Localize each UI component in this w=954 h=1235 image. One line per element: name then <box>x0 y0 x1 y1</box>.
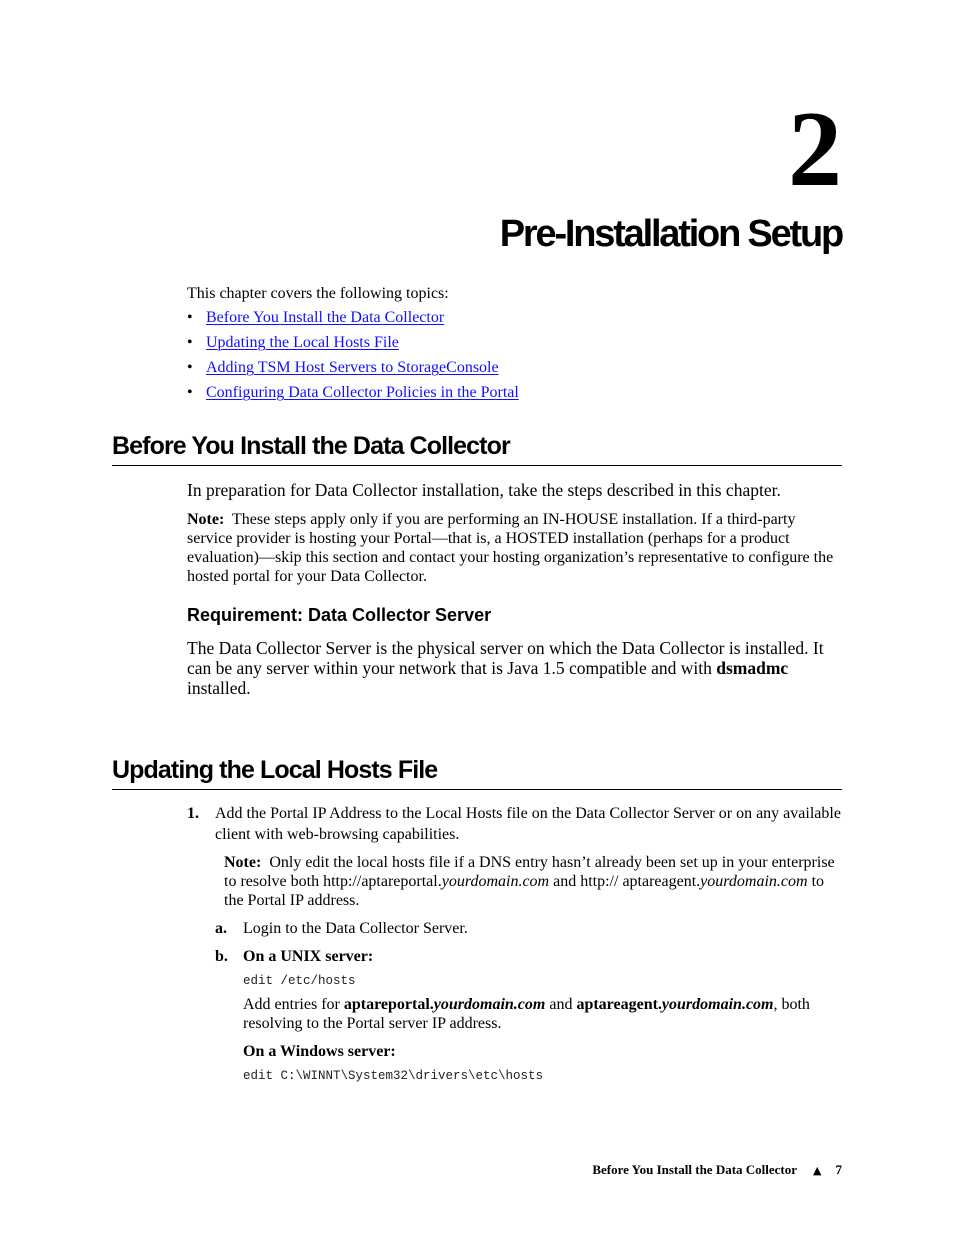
section-heading-updating-hosts: Updating the Local Hosts File <box>112 755 842 790</box>
note-text: These steps apply only if you are performing an IN-HOUSE installation. If a third-party service provider is hosting your Portal—that is, a HOSTED installation (perhaps for a product evaluation)—skip this section and contact your hosting organization’s representative to configure the hosted portal for your Data Collector. <box>187 511 834 585</box>
note-label: Note: <box>187 511 225 528</box>
bullet: • <box>187 359 193 376</box>
note-text: and http:// aptareagent. <box>553 873 701 890</box>
topic-list-item <box>187 383 519 408</box>
footer-section-title: Before You Install the Data Collector <box>592 1162 798 1177</box>
topic-link-adding-tsm[interactable]: Adding TSM Host Servers to StorageConsole <box>206 359 499 376</box>
topic-list-item <box>187 358 519 383</box>
entries-text: and <box>549 996 573 1013</box>
note-text: Only edit the local hosts file if a DNS entry hasn’t already been set up in your enterprise to resolve both http://aptareportal. <box>224 854 835 890</box>
bullet: • <box>187 309 193 326</box>
step-number: 1. <box>187 805 199 822</box>
topic-list <box>187 308 519 408</box>
note-domain-italic: yourdomain.com <box>700 873 808 890</box>
note-text: to the Portal IP address. <box>224 873 825 909</box>
entries-text: Add entries for <box>243 996 340 1013</box>
section1-note <box>187 510 842 586</box>
substep-a-text: Login to the Data Collector Server. <box>243 920 468 937</box>
subheading-requirement: Requirement: Data Collector Server <box>187 605 492 625</box>
topic-link-before-install[interactable]: Before You Install the Data Collector <box>206 309 445 326</box>
page-number: 7 <box>835 1162 842 1177</box>
page-footer <box>592 1161 842 1180</box>
substep-a-label: a. <box>215 920 227 937</box>
topic-link-configuring-policies[interactable]: Configuring Data Collector Policies in the Portal <box>206 384 519 401</box>
requirement-text: The Data Collector Server is the physical server on which the Data Collector is installed. It can be any server within your network that is Java 1.5 compatible and with <box>187 638 824 678</box>
chapter-number: 2 <box>788 90 842 209</box>
section1-paragraph: In preparation for Data Collector installation, take the steps described in this chapter. <box>187 480 781 500</box>
entries-host-name: aptareportal. <box>343 996 434 1013</box>
entries-host-agent <box>576 996 773 1013</box>
topic-link-updating-hosts[interactable]: Updating the Local Hosts File <box>206 334 399 351</box>
unix-code: edit /etc/hosts <box>243 974 356 988</box>
note-domain-italic: yourdomain.com <box>441 873 550 890</box>
entries-domain-italic: yourdomain.com <box>433 996 546 1013</box>
entries-host-name: aptareagent. <box>576 996 662 1013</box>
intro-text: This chapter covers the following topics: <box>187 285 449 302</box>
chapter-title: Pre-Installation Setup <box>499 213 842 255</box>
substep-b-label: b. <box>215 948 228 965</box>
note-label: Note: <box>224 854 262 871</box>
substep-b-text: On a UNIX server: <box>243 948 374 965</box>
hosts-note <box>224 853 842 910</box>
entries-paragraph <box>243 995 842 1033</box>
step-text: Add the Portal IP Address to the Local Hosts file on the Data Collector Server or on any available client with web-browsing capabilities. <box>215 805 841 843</box>
requirement-paragraph <box>187 638 847 698</box>
entries-host-portal <box>344 996 545 1013</box>
topic-list-item <box>187 308 519 333</box>
bullet: • <box>187 334 193 351</box>
windows-code: edit C:\WINNT\System32\drivers\etc\hosts <box>243 1069 544 1083</box>
triangle-icon: ▲ <box>813 1164 822 1177</box>
bullet: • <box>187 384 193 401</box>
requirement-command: dsmadmc <box>716 658 789 678</box>
requirement-text-end: installed. <box>187 678 251 698</box>
topic-list-item <box>187 333 519 358</box>
windows-label: On a Windows server: <box>243 1043 396 1060</box>
entries-text: , both resolving to the Portal server IP address. <box>243 996 810 1032</box>
section-heading-before-install: Before You Install the Data Collector <box>112 431 842 466</box>
entries-domain-italic: yourdomain.com <box>661 996 774 1013</box>
